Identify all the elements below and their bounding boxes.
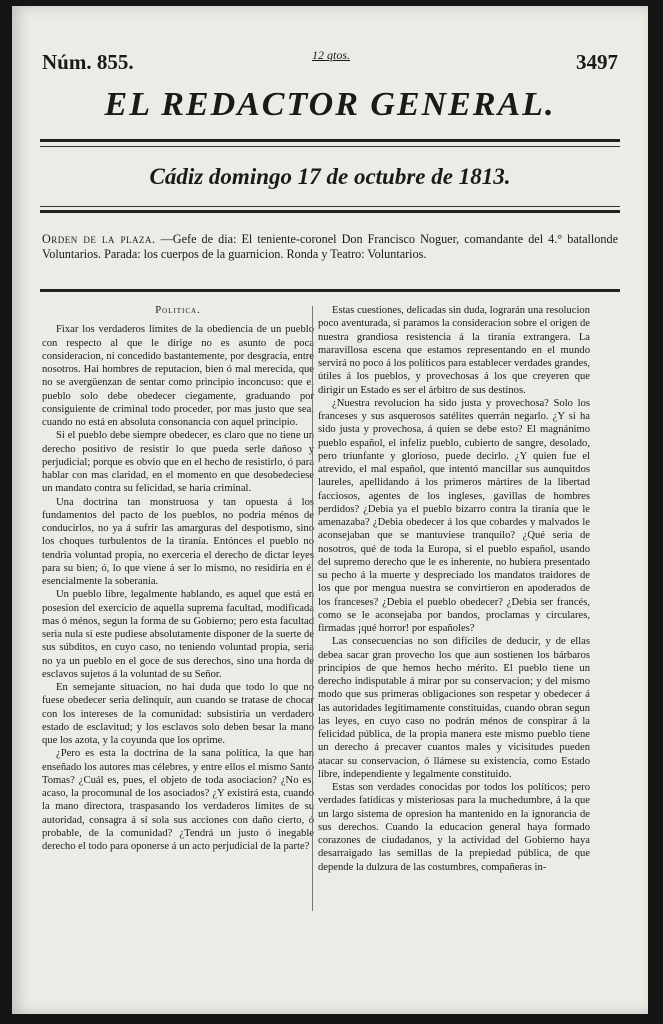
paragraph: Estas son verdades conocidas por todos los políticos; pero verdades fatídicas y misteriosas para la muchedumbre, á la que un largo sistema de opresion ha mantenido en la ignorancia de sus derechos. Cuando la educacion general haya formado corazones de ciudadanos, y la actividad del Gobierno haya desarraigado las semillas de la prepiedad pública, de que depende la dulzura de las costumbres, compañeras in- (318, 782, 590, 873)
right-column (318, 304, 590, 874)
date-line: Cádiz domingo 17 de octubre de 1813. (149, 164, 511, 189)
newspaper-page (12, 6, 648, 1014)
title-rule-thick (40, 139, 620, 142)
issue-number: Núm. 855. (42, 50, 134, 74)
paragraph: En semejante situacion, no hai duda que todo lo que no fuese obedecer seria delinquir, aun cuando se tratase de chocar con los intereses de la comunidad: subsistiria un verdadero estado de esclavitud; y los esclavos solo deben besar la mano que los azota, y la coyunda que los oprime. (42, 682, 314, 746)
orden-rule (40, 289, 620, 292)
orden-de-la-plaza (42, 232, 618, 262)
paragraph: ¿Nuestra revolucion ha sido justa y provechosa? Solo los franceses y sus asquerosos satélites querrán negarlo. ¿Y si ha sido justa y provechosa, á quien se debe esto? El magnánimo pueblo español, el infeliz pueblo, cubierto de sangre, desolado, pero triunfante y glorioso, puede decirlo. ¿Y quien fue el atrevido, el mal español, que intentó mancillar sus aunquitdos laureles, apellidando á los primeros mártires de la libertad facciosos, agentes de los ingleses, gavillas de hombres perdidos? ¿Debia ya el pueblo bizarro contra la tiranía que le amenazaba? ¿Debia obedecer á los que cobardes y malvados le aconsejaban que se mantuviese tranquilo? ¿Qué seria de nosotros, qué de toda la Europa, si el pueblo español, usando del supremo derecho que le es inherente, no hubiera presentado su pecho á la muerte y despreciado los mandatos traidores de los que por mengua nuestra se convirtieron en apoderados de los franceses? ¿Debia el pueblo obedecer? ¿Debia ser francés, como se le aconsejaba por bandos, proclamas y circulares, firmadas ¡qué horror! por españoles? (318, 397, 590, 634)
paragraph: ¿Pero es esta la doctrina de la sana política, la que han enseñado los autores mas célebres, y entre ellos el mismo Santo Tomas? ¿Cuál es, pues, el objeto de toda asociacion? ¿No es, acaso, la procomunal de los asociados? ¿Y existirá esta, cuando la mano directora, traspasando los verdaderos límites de su autoridad, consagra á sí sola sus acciones con daño cierto, ó probable, de la comunidad? ¿Tendrá un justo ó inegable derecho el todo para oponerse á un acto perjudicial de la parte? (42, 748, 314, 852)
paragraph: Fixar los verdaderos límites de la obediencia de un pueblo con respecto al que le dirige no es asunto de poca consideracion, ni concedido bastantemente, por desgracia, entre nosotros. Hai hombres de reputacion, bien ó mal merecida, que no se avergüenzan de sentar como principio inconcuso: que el pueblo solo debe obedecer ciegamente, graduando por consiguiente de criminal todo proceder, por mas justo que sea, cuando no está en absoluta consonancia con aquel principio. (42, 324, 314, 428)
orden-label: Orden de la plaza. (42, 232, 156, 246)
newspaper-title: EL REDACTOR GENERAL. (104, 86, 556, 123)
sheet-note: 12 qtos. (312, 48, 351, 62)
page-number: 3497 (576, 50, 618, 74)
paragraph: Una doctrina tan monstruosa y tan opuesta á los fundamentos del pacto de los pueblos, no podria ménos de conducirlos, no ya á sufrir las amarguras del despotismo, sino los choques turbulentos de la tiranía. Entónces el pueblo no tendria voluntad propia, no exerceria el derecho de dictar leyes para su bien; ó, lo que viene á ser lo mismo, no residiria en él esencialmente la soberania. (42, 496, 314, 587)
paragraph: Estas cuestiones, delicadas sin duda, lograrán una resolucion poco aventurada, si paramos la consideracion sobre el origen de nuestra grandiosa resistencia á la tiranía extrangera. La maravillosa escena que estamos representando en el mundo servirá no poco á los políticos para establecer verdades grandes, útiles á los pueblos, y provechosas á los que creyeren que dirigir un Estado es ser el árbitro de sus destinos. (318, 305, 590, 396)
title-rule-thin (40, 146, 620, 147)
column-divider (312, 306, 313, 911)
masthead-line (42, 46, 618, 86)
date-rule-thin (40, 206, 620, 207)
paragraph: Las consecuencias no son difíciles de deducir, y de ellas debea sacar gran provecho los que aun sostienen los bárbaros principios de que hemos hecho mérito. El pueblo tiene un derecho indisputable á mirar por su conservacion; y del mismo modo que sus primeras obligaciones son respetar y obedecer á las autoridades legítimamente constituidas, cuando obran segun las leyes, en cuyo caso no podrán ménos de conspirar á la felicidad pública, de la propia manera este mismo pueblo tiene un derecho á precaver cuantos males y vicisitudes pueden atacar su conservacion, ó llámese su existencia, como Estado libre, independiente y legalmente constituido. (318, 636, 590, 780)
section-title: Politica. (155, 305, 201, 316)
orden-text: —Gefe de dia: El teniente-coronel Don Francisco Noguer, comandante del 4.° batallonde Voluntarios. Parada: los cuerpos de la guarnicion. Ronda y Teatro: Voluntarios. (42, 232, 618, 261)
paragraph: Un pueblo libre, legalmente hablando, es aquel que está en posesion del exercicio de aquella suprema facultad, modificada mas ó ménos, segun la forma de su Gobierno; pero esta facultad seria nula si este pudiese absolutamente disponer de la suerte de sus súbditos, en cuyo caso, no teniendo voluntad propia, seria no ya un pueblo en el goce de sus derechos, sino una horda de esclavos sujetos á la voluntad de su Señor. (42, 589, 314, 680)
left-column (42, 304, 314, 853)
date-rule-thick (40, 210, 620, 213)
paragraph: Si el pueblo debe siempre obedecer, es claro que no tiene un derecho positivo de resistir lo que pueda serle dañoso y perjudicial; porque es obvio que en el hecho de resistirlo, ó para hablar con mas claridad, en el momento en que desobedeciese un mandato contra su felicidad, se haria criminal. (42, 430, 314, 495)
